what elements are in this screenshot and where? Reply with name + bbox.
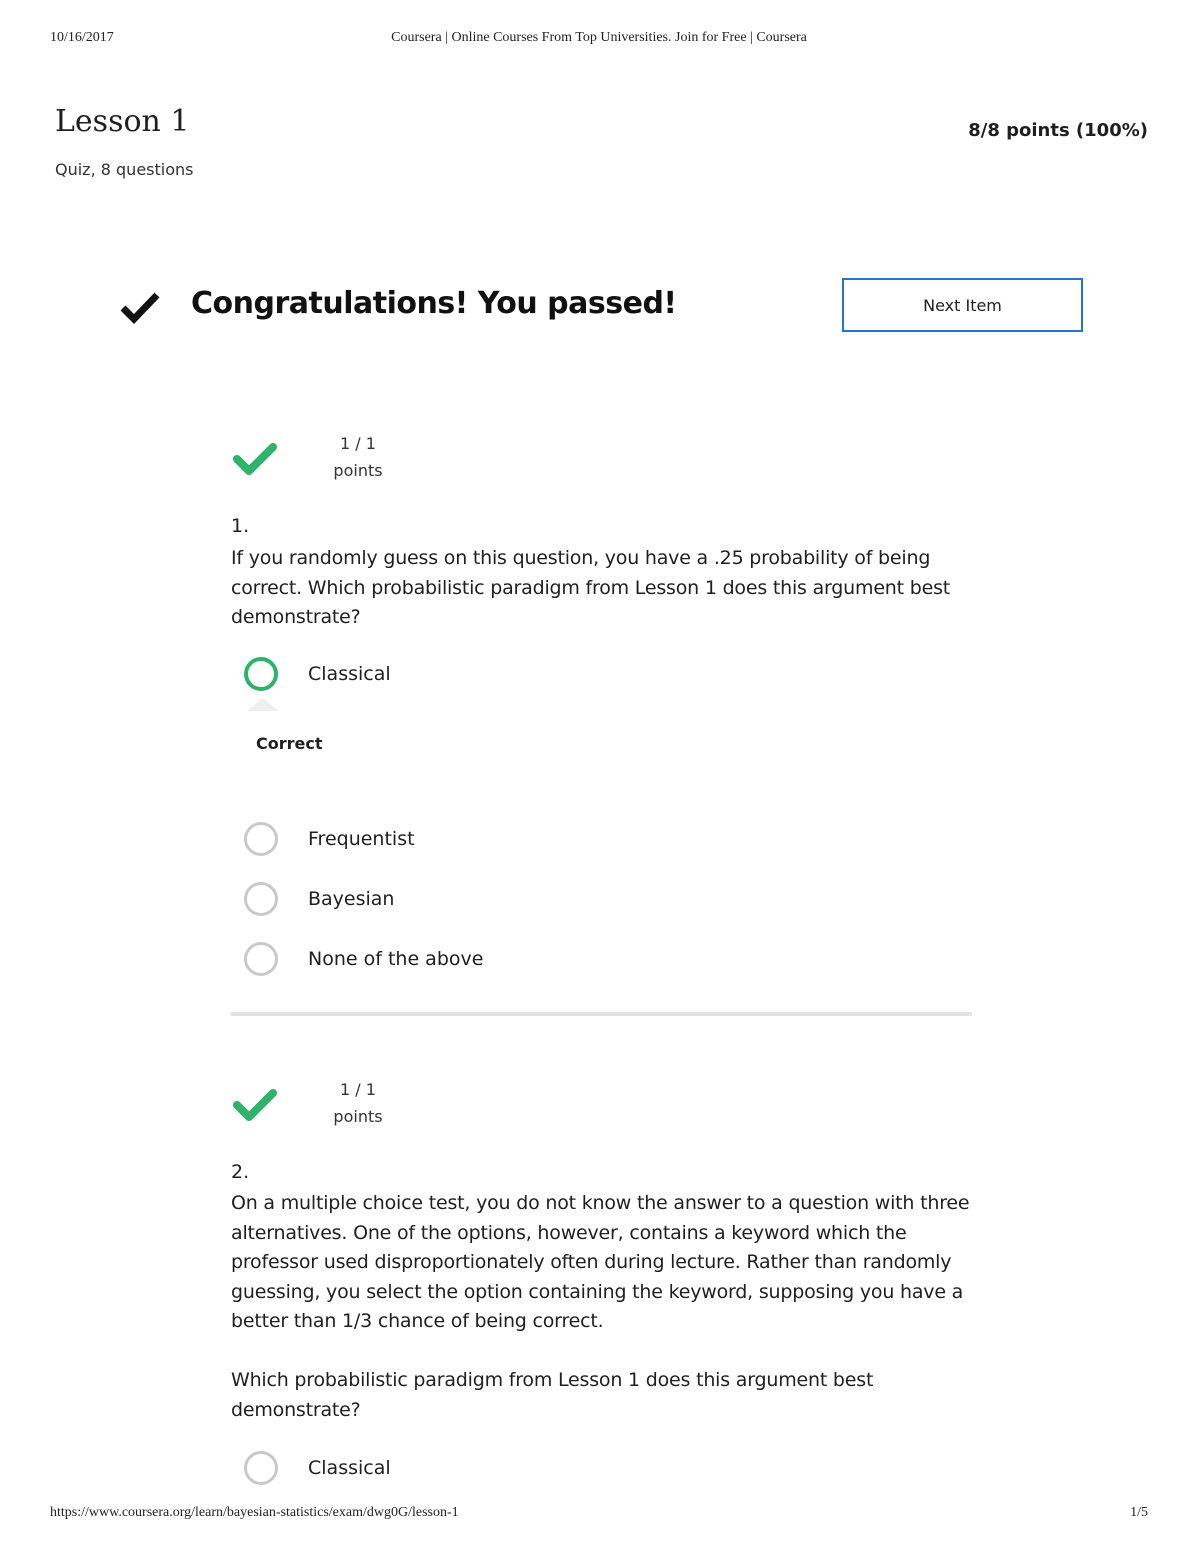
print-url: https://www.coursera.org/learn/bayesian-statistics/exam/dwg0G/lesson-1 <box>50 1505 459 1520</box>
print-header <box>50 30 1148 50</box>
radio-button[interactable] <box>244 942 278 976</box>
print-page-number: 1/5 <box>1130 1505 1148 1520</box>
question-text: If you randomly guess on this question, you have a .25 probability of being correct. Which probabilistic paradigm from Lesson 1 does this argument best demonstrate? <box>231 547 951 628</box>
question-number: 2. <box>231 1161 250 1183</box>
question-points <box>313 1076 403 1130</box>
lesson-title: Lesson 1 <box>55 104 190 139</box>
next-item-button[interactable]: Next Item <box>842 278 1083 332</box>
print-page-title: Coursera | Online Courses From Top Universities. Join for Free | Coursera <box>391 30 807 45</box>
question-text: On a multiple choice test, you do not know the answer to a question with three alternatives. One of the options, however, contains a keyword which the professor used disproportionately often during lecture. Rather than randomly guessing, you select the option containing the keyword, supposing you have a better than 1/3 chance of being correct. <box>231 1192 970 1332</box>
points-label: points <box>333 461 383 480</box>
question-prompt: Which probabilistic paradigm from Lesson 1 does this argument best demonstrate? <box>231 1369 874 1421</box>
radio-button[interactable] <box>244 822 278 856</box>
points-value: 1 / 1 <box>340 1080 376 1099</box>
correct-check-icon <box>233 1087 277 1123</box>
correct-check-icon <box>233 441 277 477</box>
quiz-subtitle: Quiz, 8 questions <box>55 160 194 179</box>
radio-button[interactable] <box>244 1451 278 1485</box>
answer-option-classical[interactable] <box>244 656 391 692</box>
quiz-score: 8/8 points (100%) <box>968 120 1148 141</box>
option-label: Frequentist <box>308 828 415 850</box>
option-label: Classical <box>308 663 391 685</box>
points-label: points <box>333 1107 383 1126</box>
question-divider <box>231 1012 972 1016</box>
question-number: 1. <box>231 515 250 537</box>
answer-option-bayesian[interactable] <box>244 881 394 917</box>
radio-button[interactable] <box>244 882 278 916</box>
option-label: None of the above <box>308 948 484 970</box>
pass-message: Congratulations! You passed! <box>191 286 677 321</box>
radio-button-selected[interactable] <box>244 657 278 691</box>
feedback-correct: Correct <box>256 734 323 753</box>
feedback-pointer <box>247 698 279 711</box>
print-date: 10/16/2017 <box>50 30 114 45</box>
answer-option-classical[interactable] <box>244 1450 391 1486</box>
question-points <box>313 430 403 484</box>
points-value: 1 / 1 <box>340 434 376 453</box>
option-label: Classical <box>308 1457 391 1479</box>
check-icon <box>120 290 160 324</box>
answer-option-none[interactable] <box>244 941 483 977</box>
option-label: Bayesian <box>308 888 395 910</box>
answer-option-frequentist[interactable] <box>244 821 415 857</box>
print-footer <box>50 1505 1148 1525</box>
